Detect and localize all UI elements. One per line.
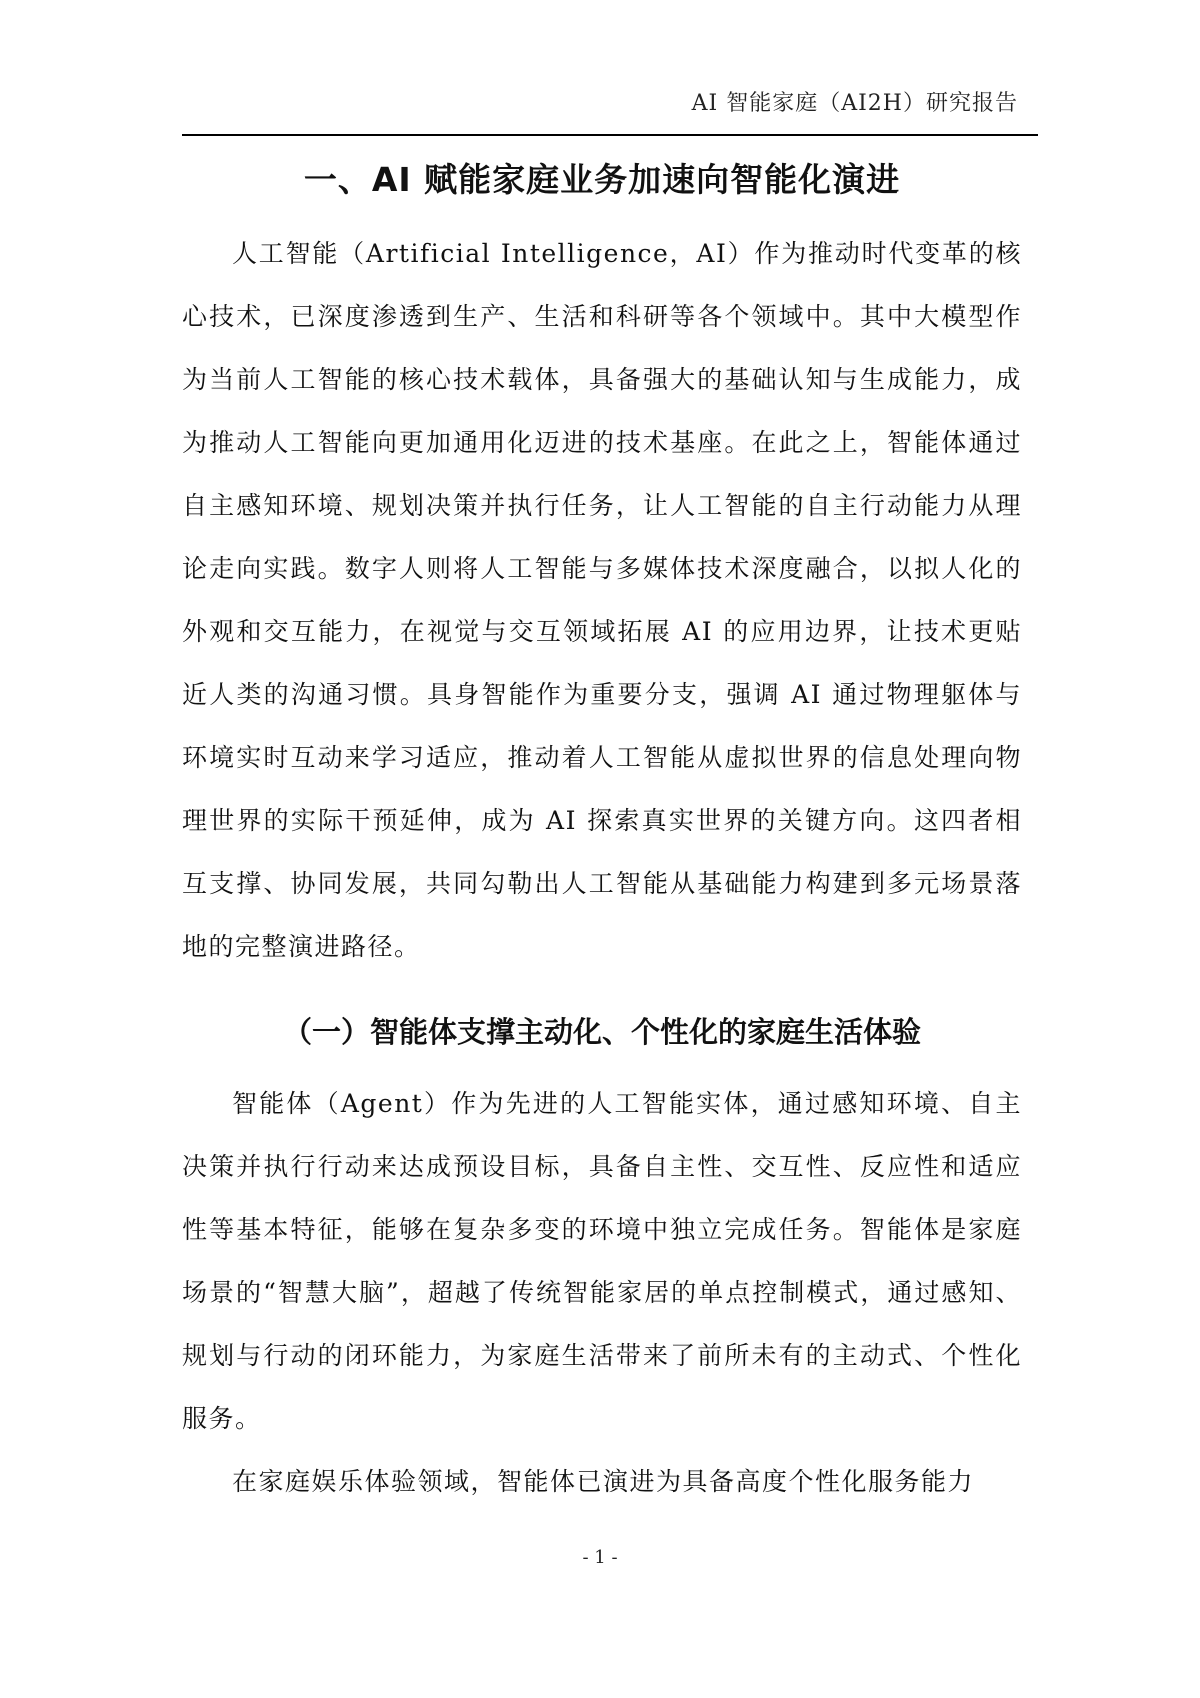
section-heading: 一、AI 赋能家庭业务加速向智能化演进 <box>303 160 901 199</box>
page-number: - 1 - <box>582 1547 618 1568</box>
running-header-title: AI 智能家庭（AI2H）研究报告 <box>691 91 1018 116</box>
subsection-heading: （一）智能体支撑主动化、个性化的家庭生活体验 <box>282 1015 921 1049</box>
page-body <box>182 152 1022 1513</box>
subsection-paragraph-1: 智能体（Agent）作为先进的人工智能实体，通过感知环境、自主决策并执行行动来达成预设目标，具备自主性、交互性、反应性和适应性等基本特征，能够在复杂多变的环境中独立完成任务。智能体是家庭场景的“智慧大脑”，超越了传统智能家居的单点控制模式，通过感知、规划与行动的闭环能力，为家庭生活带来了前所未有的主动式、个性化服务。 <box>182 1089 1022 1433</box>
section-paragraph: 人工智能（Artificial Intelligence，AI）作为推动时代变革的核心技术，已深度渗透到生产、生活和科研等各个领域中。其中大模型作为当前人工智能的核心技术载体，具备强大的基础认知与生成能力，成为推动人工智能向更加通用化迈进的技术基座。在此之上，智能体通过自主感知环境、规划决策并执行任务，让人工智能的自主行动能力从理论走向实践。数字人则将人工智能与多媒体技术深度融合，以拟人化的外观和交互能力，在视觉与交互领域拓展 AI 的应用边界，让技术更贴近人类的沟通习惯。具身智能作为重要分支，强调 AI 通过物理躯体与环境实时互动来学习适应，推动着人工智能从虚拟世界的信息处理向物理世界的实际干预延伸，成为 AI 探索真实世界的关键方向。这四者相互支撑、协同发展，共同勾勒出人工智能从基础能力构建到多元场景落地的完整演进路径。 <box>182 239 1022 961</box>
header-divider <box>182 134 1038 136</box>
subsection-paragraph-2: 在家庭娱乐体验领域，智能体已演进为具备高度个性化服务能力 <box>232 1467 975 1496</box>
